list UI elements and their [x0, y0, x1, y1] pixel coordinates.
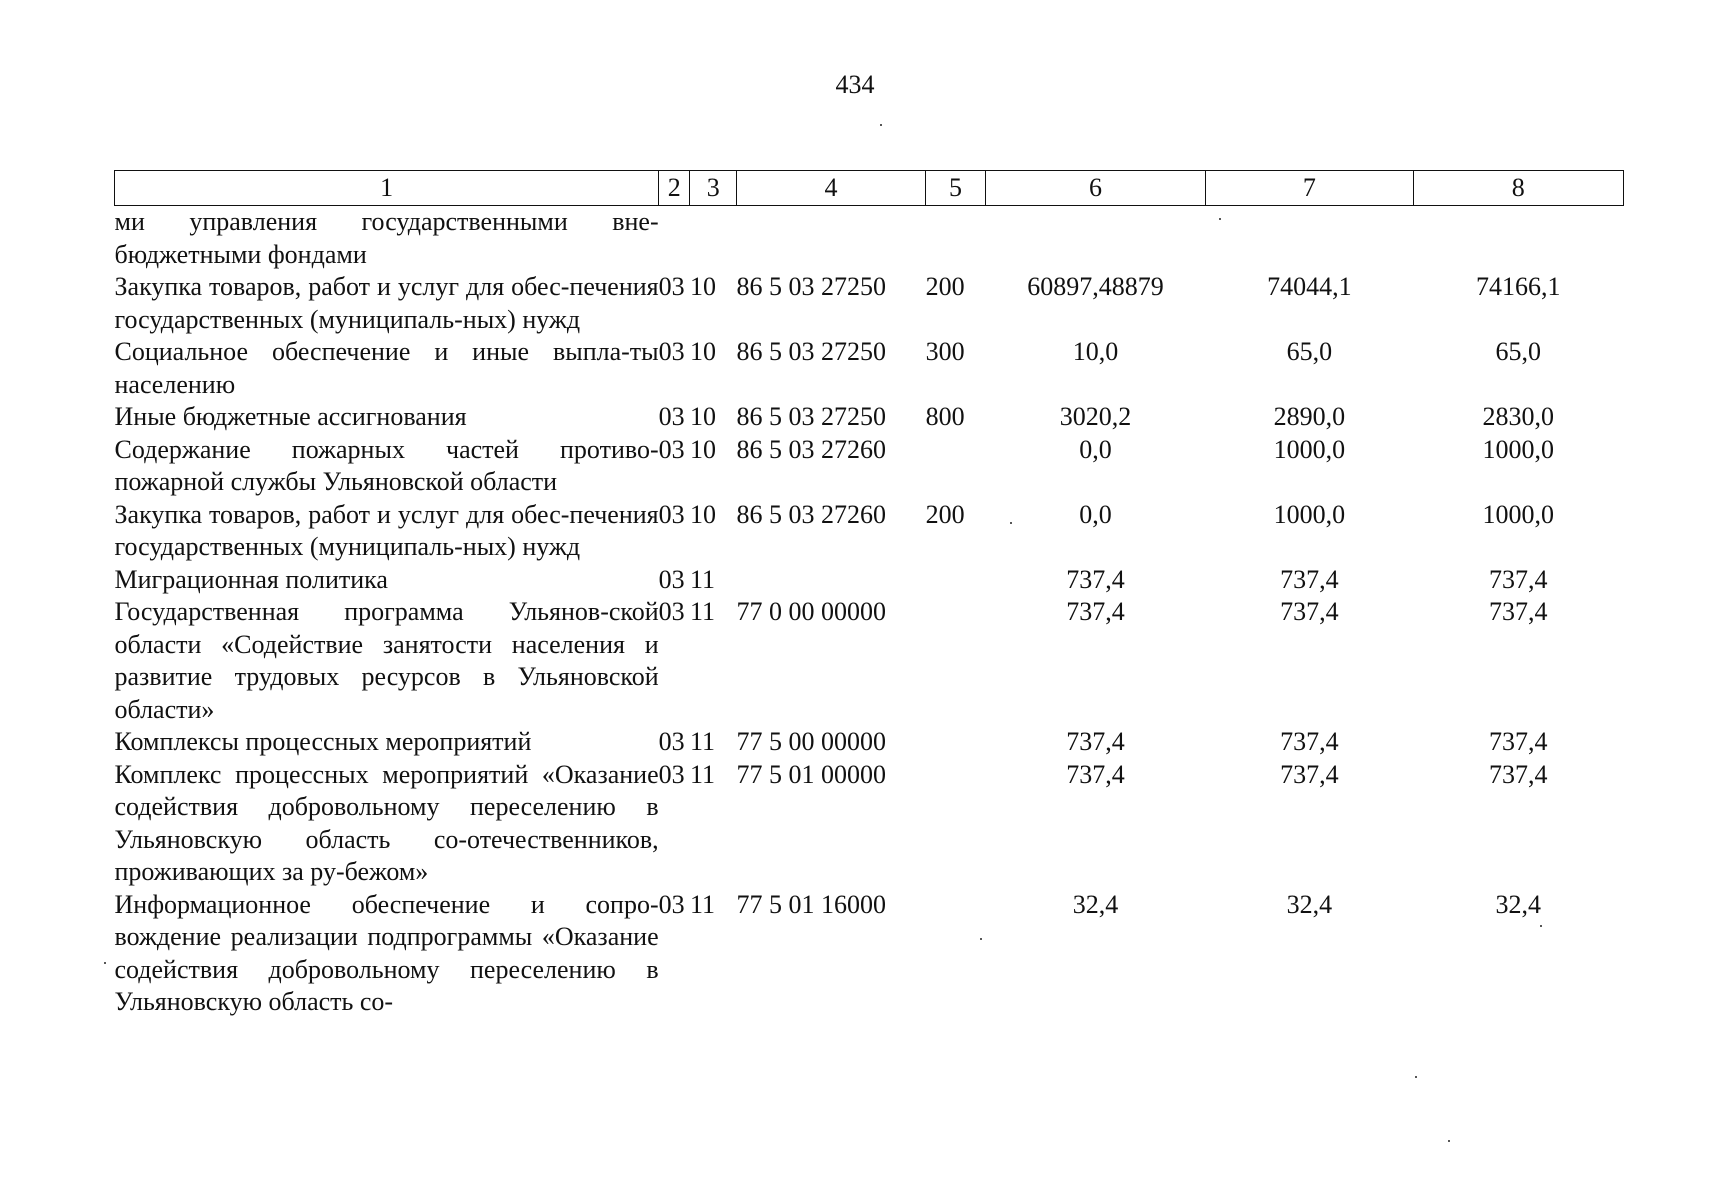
cell-amount-2: 737,4	[1280, 727, 1339, 756]
cell-name: Закупка товаров, работ и услуг для обес-печения государственных (муниципаль-ных) нужд	[114, 272, 659, 334]
cell-amount-3: 737,4	[1489, 727, 1548, 756]
cell-name: Комплекс процессных мероприятий «Оказание содействия добровольному переселению в Ульяновскую область со-отечественников, проживающих за ру-бежом»	[114, 759, 659, 886]
cell-target-article: 86 5 03 27260	[736, 434, 886, 464]
cell-subsection: 10	[689, 499, 716, 529]
cell-amount-1: 737,4	[1066, 564, 1125, 594]
cell-expense-type	[926, 596, 986, 726]
cell-expense-type	[926, 889, 986, 1019]
cell-target-article: 86 5 03 27250	[736, 402, 886, 431]
table-row	[115, 401, 1624, 434]
cell-name: Комплексы процессных мероприятий	[114, 727, 532, 756]
cell-target-article: 86 5 03 27250	[736, 272, 886, 301]
cell-name: Иные бюджетные ассигнования	[114, 402, 467, 431]
scan-speck	[880, 124, 882, 126]
cell-expense-type	[926, 759, 986, 889]
cell-amount-1: 3020,2	[1059, 402, 1132, 431]
cell-target-article: 77 5 00 00000	[736, 727, 886, 756]
scan-speck	[1219, 218, 1221, 220]
cell-amount-3: 1000,0	[1482, 499, 1555, 529]
cell-amount-1: 737,4	[1066, 727, 1125, 756]
scan-speck	[1010, 522, 1012, 524]
header-col-4: 4	[736, 171, 925, 206]
cell-section: 03	[658, 402, 685, 431]
cell-target-article: 86 5 03 27250	[736, 337, 886, 366]
cell-expense-type: 200	[925, 272, 965, 301]
cell-subsection: 10	[689, 434, 716, 464]
header-col-1: 1	[115, 171, 659, 206]
table-row	[115, 434, 1624, 499]
cell-amount-2: 1000,0	[1273, 434, 1346, 464]
cell-amount-2: 737,4	[1280, 759, 1339, 789]
cell-amount-2: 2890,0	[1273, 402, 1346, 431]
cell-amount-1: 60897,48879	[1027, 272, 1164, 301]
budget-table	[114, 170, 1624, 1019]
cell-name: Социальное обеспечение и иные выпла-ты населению	[114, 337, 659, 399]
table-row	[115, 499, 1624, 564]
cell-amount-2: 74044,1	[1267, 272, 1352, 301]
scan-speck	[1540, 925, 1542, 927]
cell-expense-type: 800	[925, 402, 965, 431]
cell-section	[659, 206, 690, 272]
cell-name: Содержание пожарных частей противо-пожарной службы Ульяновской области	[114, 434, 659, 496]
table-row	[115, 271, 1624, 336]
header-col-7: 7	[1206, 171, 1413, 206]
cell-subsection: 11	[689, 727, 716, 756]
cell-section: 03	[658, 434, 685, 464]
table-row	[115, 564, 1624, 597]
cell-expense-type	[926, 206, 986, 272]
cell-amount-1: 737,4	[1066, 759, 1125, 789]
cell-name: Закупка товаров, работ и услуг для обес-печения государственных (муниципаль-ных) нужд	[114, 499, 659, 561]
scan-speck	[104, 962, 106, 964]
table-body	[115, 206, 1624, 1019]
cell-amount-3: 32,4	[1495, 889, 1542, 919]
cell-section: 03	[658, 499, 685, 529]
cell-section: 03	[658, 564, 685, 594]
cell-amount-1: 0,0	[1079, 499, 1112, 529]
header-col-5: 5	[926, 171, 986, 206]
scan-speck	[1415, 1076, 1417, 1078]
cell-expense-type	[926, 726, 986, 759]
cell-name: Государственная программа Ульянов-ской области «Содействие занятости населения и развитие трудовых ресурсов в Ульяновской области»	[114, 597, 659, 724]
cell-amount-1: 10,0	[1072, 337, 1119, 366]
cell-subsection: 10	[689, 272, 716, 301]
cell-amount-1: 32,4	[1072, 889, 1119, 919]
cell-target-article	[736, 564, 925, 597]
header-col-2: 2	[659, 171, 690, 206]
cell-target-article: 86 5 03 27260	[736, 499, 886, 529]
cell-section: 03	[658, 759, 685, 789]
cell-subsection: 11	[689, 759, 716, 789]
cell-expense-type: 300	[925, 337, 965, 366]
cell-subsection: 11	[689, 597, 716, 626]
cell-amount-3: 737,4	[1489, 759, 1548, 789]
cell-name: Миграционная политика	[114, 564, 388, 594]
table-header	[115, 171, 1624, 206]
table-row	[115, 759, 1624, 889]
cell-amount-2: 65,0	[1286, 337, 1333, 366]
cell-amount-2: 32,4	[1286, 889, 1333, 919]
cell-amount-3: 74166,1	[1476, 272, 1561, 301]
table-row	[115, 206, 1624, 272]
cell-section: 03	[658, 727, 685, 756]
cell-name: Информационное обеспечение и сопро-вождение реализации подпрограммы «Оказание содействия добровольному переселению в Ульяновскую область со-	[114, 889, 659, 1016]
page-number: 434	[835, 70, 875, 99]
cell-amount-3: 65,0	[1495, 337, 1542, 366]
cell-amount-2: 1000,0	[1273, 499, 1346, 529]
header-col-8: 8	[1413, 171, 1623, 206]
cell-section: 03	[658, 597, 685, 626]
scan-speck	[980, 938, 982, 940]
header-col-6: 6	[985, 171, 1205, 206]
cell-target-article: 77 5 01 00000	[736, 759, 886, 789]
cell-target-article	[736, 206, 925, 272]
cell-amount-1: 0,0	[1079, 434, 1112, 464]
cell-expense-type	[926, 564, 986, 597]
table-row	[115, 889, 1624, 1019]
cell-amount-3: 737,4	[1489, 597, 1548, 626]
cell-subsection: 11	[689, 889, 716, 919]
header-row	[115, 171, 1624, 206]
cell-subsection: 10	[689, 337, 716, 366]
cell-expense-type: 200	[925, 499, 965, 529]
cell-section: 03	[658, 889, 685, 919]
cell-amount-3	[1413, 206, 1623, 272]
cell-name: ми управления государственными вне-бюджетными фондами	[114, 207, 659, 269]
cell-target-article: 77 5 01 16000	[736, 889, 886, 919]
scan-speck	[1448, 1140, 1450, 1142]
cell-amount-3: 737,4	[1489, 564, 1548, 594]
cell-amount-1: 737,4	[1066, 597, 1125, 626]
cell-subsection: 10	[689, 402, 716, 431]
cell-section: 03	[658, 337, 685, 366]
cell-target-article: 77 0 00 00000	[736, 597, 886, 626]
cell-subsection	[690, 206, 737, 272]
cell-expense-type	[926, 434, 986, 499]
cell-amount-3: 1000,0	[1482, 434, 1555, 464]
table-row	[115, 726, 1624, 759]
cell-amount-1	[985, 206, 1205, 272]
header-col-3: 3	[690, 171, 737, 206]
cell-amount-3: 2830,0	[1482, 402, 1555, 431]
cell-subsection: 11	[689, 564, 716, 594]
table-row	[115, 336, 1624, 401]
cell-section: 03	[658, 272, 685, 301]
cell-amount-2	[1206, 206, 1413, 272]
cell-amount-2: 737,4	[1280, 564, 1339, 594]
table-row	[115, 596, 1624, 726]
cell-amount-2: 737,4	[1280, 597, 1339, 626]
